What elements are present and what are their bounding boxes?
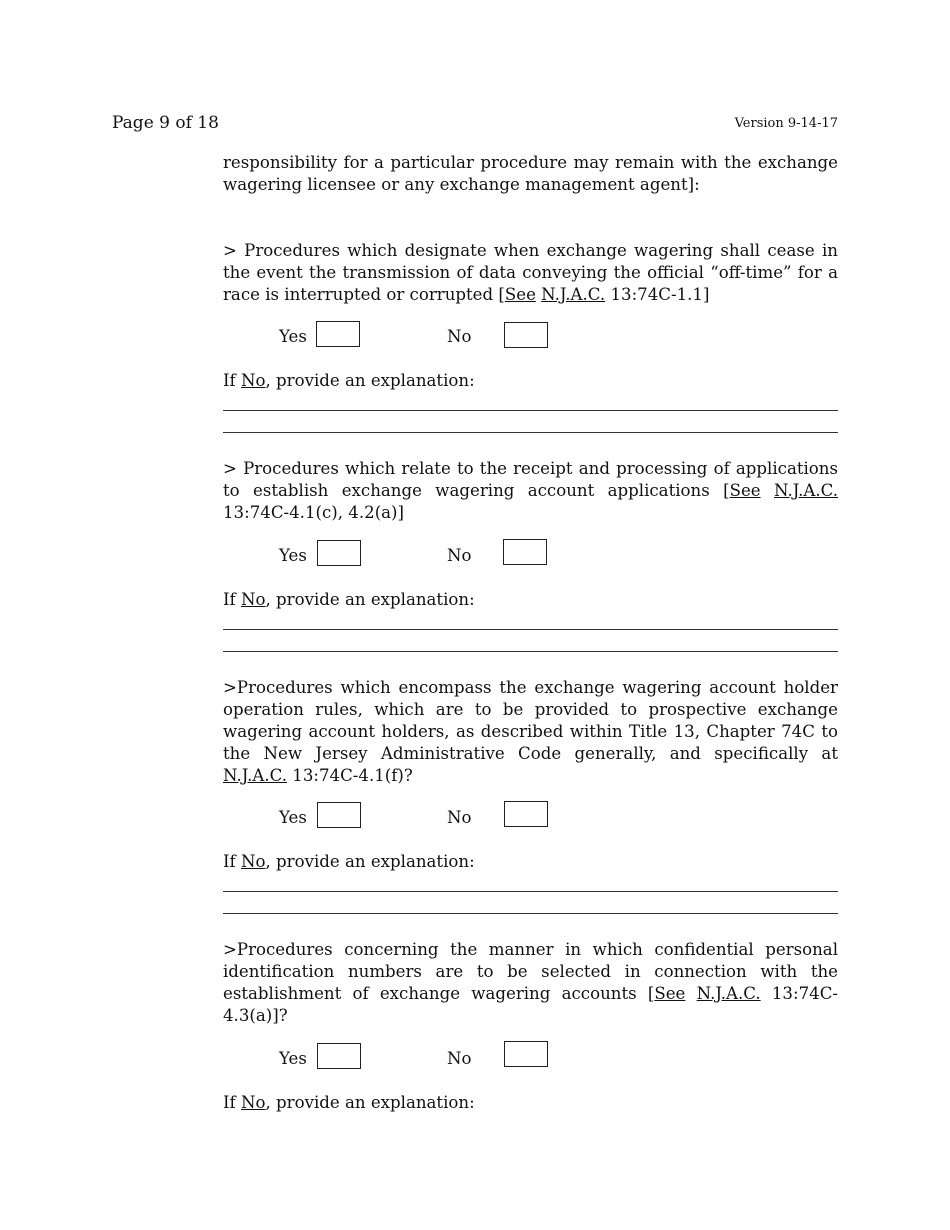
njac-reference: N.J.A.C.	[223, 766, 288, 785]
question-2-no-label: No	[447, 546, 472, 565]
njac-reference: N.J.A.C.	[696, 984, 761, 1003]
question-1-text: > Procedures which designate when exchange wagering shall cease in the event the transmission of data conveying the official “off-time” for a race is interrupted or corrupted [See N.J.A.C. 13:74C-1.1]	[223, 241, 838, 304]
question-1-no-checkbox[interactable]	[504, 322, 548, 348]
question-1-yes-checkbox[interactable]	[316, 321, 360, 347]
njac-reference: N.J.A.C.	[773, 481, 838, 500]
see-link: See	[504, 285, 536, 304]
question-3-text: >Procedures which encompass the exchange wagering account holder operation rules, which are to be provided to prospective exchange wagering account holders, as described within Title 13, Chapter 74C to the New Jersey Administrative Code generally, and specifically at N.J.A.C. 13:74C-4.1(f)?	[223, 678, 838, 785]
question-4-explain-label: If No, provide an explanation:	[223, 1093, 475, 1112]
question-2-no-checkbox[interactable]	[503, 539, 547, 565]
question-3-yes-checkbox[interactable]	[317, 802, 361, 828]
version-label: Version 9-14-17	[734, 116, 838, 131]
njac-reference: N.J.A.C.	[541, 285, 606, 304]
question-1-explanation-line-1[interactable]	[223, 410, 838, 411]
question-3-yes-label: Yes	[279, 808, 307, 827]
question-2-yes-label: Yes	[279, 546, 307, 565]
question-4-no-label: No	[447, 1049, 472, 1068]
see-link: See	[654, 984, 686, 1003]
intro-paragraph: responsibility for a particular procedure may remain with the exchange wagering licensee or any exchange management agent]:	[223, 153, 838, 194]
question-3-explanation-line-2[interactable]	[223, 913, 838, 914]
question-2-explain-label: If No, provide an explanation:	[223, 590, 475, 609]
see-link: See	[729, 481, 761, 500]
question-2-text: > Procedures which relate to the receipt and processing of applications to establish exchange wagering account applications [See N.J.A.C. 13:74C-4.1(c), 4.2(a)]	[223, 459, 838, 522]
question-3-explanation-line-1[interactable]	[223, 891, 838, 892]
question-4-yes-label: Yes	[279, 1049, 307, 1068]
question-1-explanation-line-2[interactable]	[223, 432, 838, 433]
page-number: Page 9 of 18	[112, 113, 219, 133]
question-2-explanation-line-1[interactable]	[223, 629, 838, 630]
question-3-no-checkbox[interactable]	[504, 801, 548, 827]
question-4-no-checkbox[interactable]	[504, 1041, 548, 1067]
question-2-explanation-line-2[interactable]	[223, 651, 838, 652]
question-1-yes-label: Yes	[279, 327, 307, 346]
question-3-explain-label: If No, provide an explanation:	[223, 852, 475, 871]
question-2-yes-checkbox[interactable]	[317, 540, 361, 566]
question-4-text: >Procedures concerning the manner in which confidential personal identification numbers are to be selected in connection with the establishment of exchange wagering accounts [See N.J.A.C. 13:74C-4.3(a)]?	[223, 940, 839, 1025]
question-1-explain-label: If No, provide an explanation:	[223, 371, 475, 390]
question-1-no-label: No	[447, 327, 472, 346]
question-4-yes-checkbox[interactable]	[317, 1043, 361, 1069]
question-3-no-label: No	[447, 808, 472, 827]
